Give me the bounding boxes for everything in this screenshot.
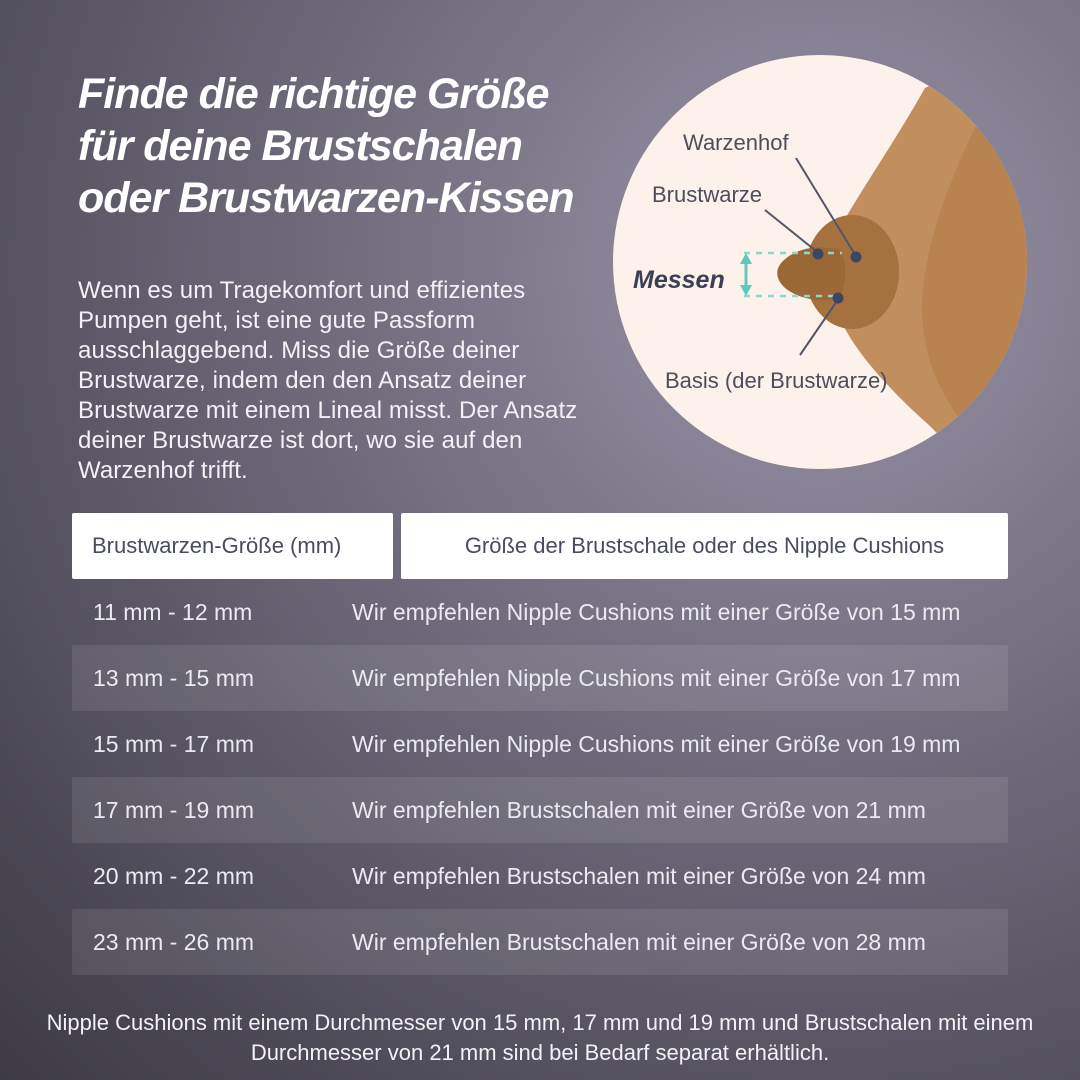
areola-label: Warzenhof bbox=[683, 130, 789, 155]
nipple-size-value: 23 mm - 26 mm bbox=[93, 928, 255, 955]
table-header-recommendation: Größe der Brustschale oder des Nipple Cushions bbox=[401, 513, 1008, 579]
breast-measure-diagram bbox=[600, 40, 1040, 480]
recommendation-value: Wir empfehlen Brustschalen mit einer Größe von 21 mm bbox=[352, 796, 926, 823]
base-marker-dot bbox=[833, 293, 844, 304]
table-header-nipple-size: Brustwarzen-Größe (mm) bbox=[72, 513, 393, 579]
nipple-size-value: 17 mm - 19 mm bbox=[93, 796, 255, 823]
table-row bbox=[72, 843, 1008, 909]
table-row bbox=[72, 579, 1008, 645]
nipple-size-value: 11 mm - 12 mm bbox=[93, 598, 253, 625]
table-row bbox=[72, 777, 1008, 843]
table-header-row bbox=[72, 513, 1008, 579]
recommendation-value: Wir empfehlen Brustschalen mit einer Größe von 24 mm bbox=[352, 862, 926, 889]
size-recommendation-table bbox=[72, 513, 1008, 975]
nipple-marker-dot bbox=[813, 249, 824, 260]
nipple-size-value: 15 mm - 17 mm bbox=[93, 730, 255, 757]
page-title-line: oder Brustwarzen-Kissen bbox=[78, 174, 574, 222]
table-row bbox=[72, 711, 1008, 777]
areola-marker-dot bbox=[851, 252, 862, 263]
base-label: Basis (der Brustwarze) bbox=[665, 368, 888, 393]
recommendation-value: Wir empfehlen Nipple Cushions mit einer Größe von 19 mm bbox=[352, 730, 961, 757]
nipple-size-value: 13 mm - 15 mm bbox=[93, 664, 255, 691]
table-row bbox=[72, 909, 1008, 975]
table-row bbox=[72, 645, 1008, 711]
recommendation-value: Wir empfehlen Nipple Cushions mit einer Größe von 15 mm bbox=[352, 598, 961, 625]
recommendation-value: Wir empfehlen Nipple Cushions mit einer Größe von 17 mm bbox=[352, 664, 961, 691]
intro-paragraph: Wenn es um Tragekomfort und effizientes Pumpen geht, ist eine gute Passform ausschlaggebend. Miss die Größe deiner Brustwarze, indem den den Ansatz deiner Brustwarze mit einem Lineal misst. Der Ansatz deiner Brustwarze ist dort, wo sie auf den Warzenhof trifft. bbox=[78, 277, 578, 484]
nipple-size-value: 20 mm - 22 mm bbox=[93, 862, 255, 889]
measure-label: Messen bbox=[633, 266, 725, 294]
page-title-line: für deine Brustschalen bbox=[78, 122, 522, 170]
recommendation-value: Wir empfehlen Brustschalen mit einer Größe von 28 mm bbox=[352, 928, 926, 955]
page-title bbox=[78, 68, 658, 224]
page-title-line: Finde die richtige Größe bbox=[78, 70, 549, 118]
nipple-label: Brustwarze bbox=[652, 182, 763, 207]
availability-footnote bbox=[0, 1008, 1080, 1068]
availability-footnote-text: Nipple Cushions mit einem Durchmesser von 15 mm, 17 mm und 19 mm und Brustschalen mit einem Durchmesser von 21 mm sind bei Bedarf separat erhältlich. bbox=[46, 1010, 1034, 1065]
